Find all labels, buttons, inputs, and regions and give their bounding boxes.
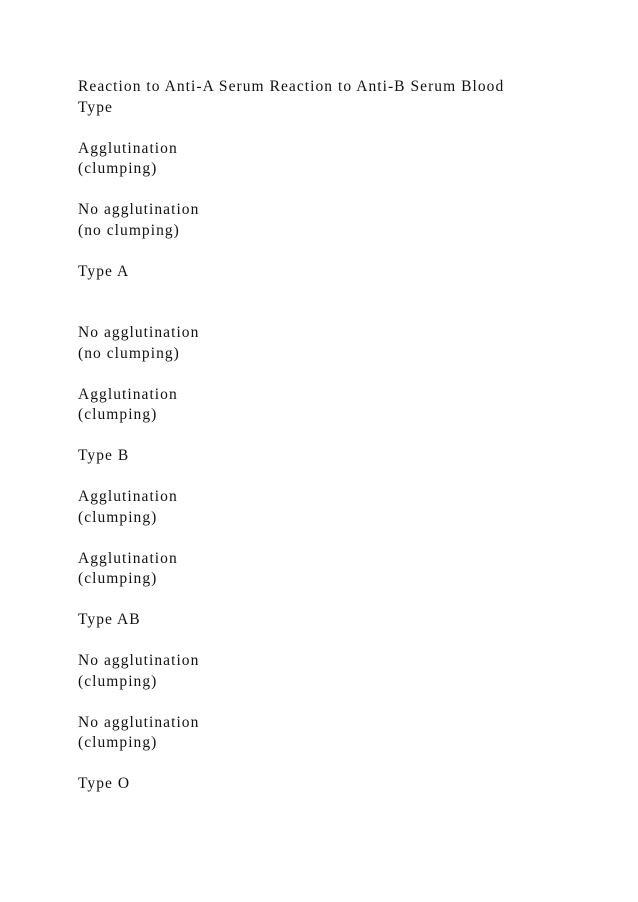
reaction-text: No agglutination	[78, 201, 200, 218]
blank-line	[78, 303, 558, 324]
reaction-text: No agglutination	[78, 652, 200, 669]
row-3-blood-type	[78, 610, 558, 631]
reaction-note: (clumping)	[78, 508, 158, 526]
reaction-note: (clumping)	[78, 734, 158, 751]
row-4-anti-b-reaction	[78, 713, 558, 754]
reaction-text: Agglutination	[78, 488, 178, 505]
reaction-note: (no clumping)	[78, 344, 180, 362]
row-4-anti-a-reaction	[78, 651, 558, 692]
row-2-anti-a-reaction	[78, 323, 558, 364]
header-line-2: Type	[78, 98, 113, 116]
table-header	[78, 77, 558, 118]
document-body	[78, 77, 558, 815]
row-1-anti-b-reaction	[78, 200, 558, 241]
row-1-anti-a-reaction	[78, 139, 558, 180]
reaction-text: Agglutination	[78, 385, 178, 403]
row-1-blood-type	[78, 262, 558, 283]
reaction-text: No agglutination	[78, 713, 200, 731]
reaction-note: (clumping)	[78, 160, 158, 177]
reaction-note: (no clumping)	[78, 221, 180, 239]
reaction-text: Agglutination	[78, 549, 178, 567]
row-3-anti-b-reaction	[78, 549, 558, 590]
row-3-anti-a-reaction	[78, 487, 558, 528]
blood-type-label: Type AB	[78, 611, 141, 628]
reaction-text: No agglutination	[78, 324, 200, 341]
reaction-text: Agglutination	[78, 139, 178, 157]
row-4-blood-type	[78, 774, 558, 795]
row-2-anti-b-reaction	[78, 385, 558, 426]
reaction-note: (clumping)	[78, 672, 158, 690]
row-2-blood-type	[78, 446, 558, 467]
reaction-note: (clumping)	[78, 406, 158, 423]
blood-type-label: Type B	[78, 447, 130, 464]
blood-type-label: Type A	[78, 262, 130, 280]
reaction-note: (clumping)	[78, 570, 158, 587]
header-line-1: Reaction to Anti-A Serum Reaction to Anti-B Serum Blood	[78, 78, 505, 95]
blood-type-label: Type O	[78, 775, 131, 792]
